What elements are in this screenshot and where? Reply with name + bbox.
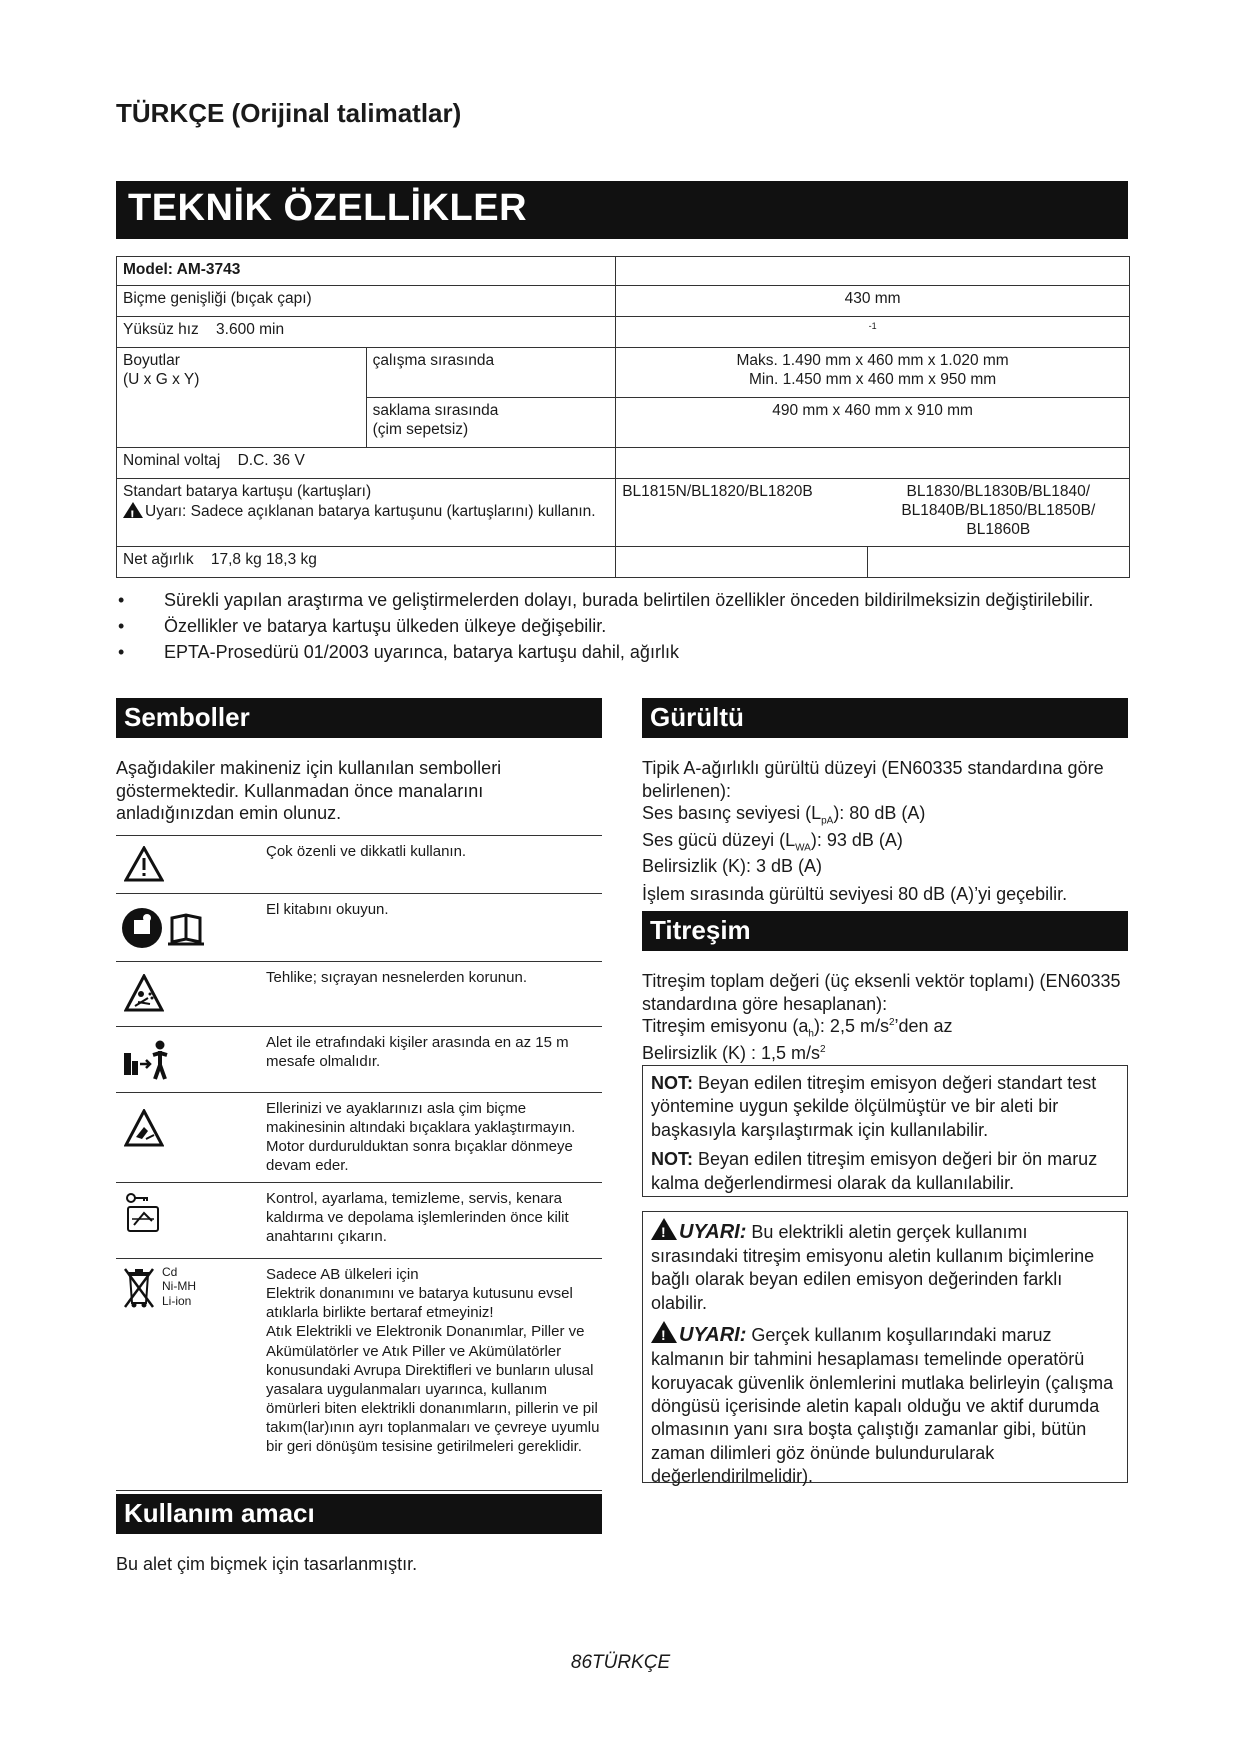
vibration-heading: Titreşim [642, 911, 1128, 951]
noise-heading: Gürültü [642, 698, 1128, 738]
symbol-text: Kontrol, ayarlama, temizleme, servis, kenara kaldırma ve depolama işlemlerinden önce kilit anahtarını çıkarın. [266, 1182, 602, 1258]
symbol-text: Çok özenli ve dikkatli kullanın. [266, 836, 602, 894]
noise-uncertainty: Belirsizlik (K): 3 dB (A) [642, 855, 823, 876]
spec-dims-operating: çalışma sırasında [366, 348, 616, 398]
spec-banner: TEKNİK ÖZELLİKLER [116, 181, 1128, 239]
spec-dims-sub: (U x G x Y) [123, 370, 200, 388]
note-item: • EPTA-Prosedürü 01/2003 uyarınca, batarya kartuşu dahil, ağırlık [116, 642, 1116, 664]
spec-battery-col2c: BL1860B [966, 520, 1031, 538]
vibration-note2: Beyan edilen titreşim emisyon değeri bir ön maruz kalma değerlendirmesi olarak da kullanılabilir. [651, 1149, 1098, 1193]
spec-dims-label: Boyutlar [123, 352, 180, 369]
symbols-intro: Aşağıdakiler makineniz için kullanılan sembolleri göstermektedir. Kullanmadan önce manalarını anladığınızdan emin olunuz. [116, 758, 502, 824]
warning-triangle-icon [123, 502, 143, 518]
spec-no-load-row [117, 317, 616, 348]
spec-battery-col2a: BL1830/BL1830B/BL1840/ [906, 483, 1091, 500]
symbols-heading: Semboller [116, 698, 602, 738]
vibration-warning-box [642, 1211, 1128, 1487]
vibration-warning1: Bu elektrikli aletin gerçek kullanımı sırasındaki titreşim emisyonu aletin kullanım biçimlerine bağlı olarak beyan edilen emisyon değerinden farklı olabilir. [651, 1222, 1095, 1313]
warning-triangle-icon [651, 1218, 677, 1240]
keep-distance-icon [122, 1037, 174, 1081]
spec-battery-col1: BL1815N/BL1820/BL1820B [616, 479, 868, 547]
spec-dims-operating-min: Min. 1.450 mm x 460 mm x 950 mm [748, 370, 997, 388]
notes-list [116, 590, 1116, 668]
symbol-text: Sadece AB ülkeleri için Elektrik donanımını ve batarya kutusunu evsel atıklarla birlikte bertaraf etmeyiniz! Atık Elektrikli ve Elektronik Donanımlar, Piller ve Akümülatörler ve Atık Piller ve Akümülatörler konusundaki Avrupa Direktifleri ve bunların ulusal yasalara uygulanmaları uyarınca, kullanım ömürleri biten elektrikli donanımların, pillerin ve pil takım(lar)ının ayrı toplanmaları ve çevreye uyumlu bir geri dönüşüm tesisine getirilmeleri gereklidir. [266, 1258, 602, 1490]
symbol-text: El kitabını okuyun. [266, 894, 602, 962]
remove-key-icon [122, 1191, 166, 1235]
flying-objects-icon [124, 974, 164, 1014]
spec-model: Model: AM-3743 [117, 257, 616, 286]
spec-dims-storage: saklama sırasında [372, 402, 499, 419]
spec-weight-label: Net ağırlık [123, 551, 194, 568]
hands-feet-icon [124, 1109, 164, 1149]
spec-no-load-unit: -1 [868, 321, 877, 331]
warning-triangle-icon [651, 1321, 677, 1343]
spec-no-load-label: Yüksüz hız [123, 321, 199, 338]
spec-dims-storage-sub: (çim sepetsiz) [372, 420, 469, 438]
spec-cutting-width-value: 430 mm [616, 286, 1130, 317]
spec-voltage-value: D.C. 36 V [237, 452, 305, 469]
symbol-text: Alet ile etrafındaki kişiler arasında en az 15 m mesafe olmalıdır. [266, 1026, 602, 1092]
bin-label-nimh: Ni-MH [162, 1279, 196, 1294]
spec-table [116, 256, 1130, 578]
note-label: NOT: [651, 1149, 693, 1170]
noise-note: İşlem sırasında gürültü seviyesi 80 dB (A)’yi geçebilir. [642, 884, 1068, 905]
vibration-emission: Titreşim emisyonu $(a_h)$: 2,5 $m/s^2’den$ az [642, 1016, 953, 1040]
spec-dims-storage-value: 490 mm x 460 mm x 910 mm [616, 398, 1130, 448]
bin-label-liion: Li-ion [162, 1293, 192, 1308]
vibration-uncertainty: Belirsizlik (K) : 1,5 $m/s^2$ [642, 1042, 826, 1063]
read-manual-icon [120, 904, 220, 950]
symbol-text: Tehlike; sıçrayan nesnelerden korunun. [266, 962, 602, 1026]
page-footer: 86TÜRKÇE [570, 1652, 671, 1673]
spec-weight-value2: 18,3 kg [266, 551, 317, 568]
spec-battery-label: Standart batarya kartuşu (kartuşları) [123, 483, 372, 500]
note-label: NOT: [651, 1073, 693, 1093]
spec-dims-operating-max: Maks. 1.490 mm x 460 mm x 1.020 mm [736, 352, 1009, 369]
spec-dims-label-cell [117, 348, 367, 448]
symbol-text: Ellerinizi ve ayaklarınızı asla çim biçme makinesinin altındaki bıçaklara yaklaştırmayın. Motor durdurulduktan sonra bıçaklar dönmeye devam eder. [266, 1092, 602, 1182]
note-item: • Özellikler ve batarya kartuşu ülkeden ülkeye değişebilir. [116, 616, 1116, 638]
vibration-note1: Beyan edilen titreşim emisyon değeri standart test yöntemine uygun şekilde ölçülmüştür ve bir aleti bir başkasıyla karşılaştırmak için kullanılabilir. [651, 1073, 1097, 1140]
spec-battery-warning: Uyarı: Sadece açıklanan batarya kartuşunu (kartuşlarını) kullanın. [145, 502, 596, 520]
vibration-block [642, 970, 1128, 1064]
document-title: TÜRKÇE (Orijinal talimatlar) [116, 98, 462, 128]
noise-block [642, 757, 1128, 906]
warning-label: UYARI: [679, 1221, 747, 1243]
weee-symbol [116, 1265, 266, 1309]
spec-battery-col2b: BL1840B/BL1850/BL1850B/ [901, 501, 1096, 519]
spec-cutting-width-label: Biçme genişliği (bıçak çapı) [117, 286, 616, 317]
note-item: • Sürekli yapılan araştırma ve geliştirmelerden dolayı, burada belirtilen özellikler önceden bildirilmeksizin değiştirilebilir. [116, 590, 1116, 612]
noise-lwa: Ses gücü düzeyi $(L_{WA})$: 93 dB (A) [642, 829, 903, 854]
vibration-note-box [642, 1065, 1128, 1197]
vibration-warning2: Gerçek kullanım koşullarındaki maruz kalmanın bir tahmini hesaplaması temelinde operatörü koruyacak güvenlik önlemlerini mutlaka belirleyin (çalışma döngüsü içerisinde aletin kapalı olduğu ve aktif durumda olmasının yanı sıra boşta çalıştığı zamanlar gibi, bütün zaman dilimleri göz önünde bulundurularak değerlendirilmelidir). [651, 1325, 1114, 1487]
warning-label: UYARI: [679, 1324, 747, 1347]
noise-line1: Tipik A-ağırlıklı gürültü düzeyi (EN60335 standardına göre belirlenen): [642, 758, 1104, 801]
bin-label-cd: Cd [162, 1264, 178, 1279]
crossed-bin-icon [122, 1265, 156, 1309]
usage-heading: Kullanım amacı [116, 1494, 602, 1534]
vibration-line1: Titreşim toplam değeri (üç eksenli vektör toplamı) (EN60335 standardına göre hesaplanan): [642, 971, 1121, 1014]
noise-lpa: Ses basınç seviyesi $(L_{pA})$: 80 dB (A) [642, 803, 926, 827]
spec-weight-value1: 17,8 kg [210, 551, 262, 568]
spec-no-load-value: 3.600 min [216, 321, 285, 338]
spec-voltage-label: Nominal voltaj [123, 452, 221, 469]
usage-text: Bu alet çim biçmek için tasarlanmıştır. [116, 1554, 418, 1574]
warning-triangle-icon [124, 846, 164, 882]
symbols-table [116, 835, 602, 1491]
